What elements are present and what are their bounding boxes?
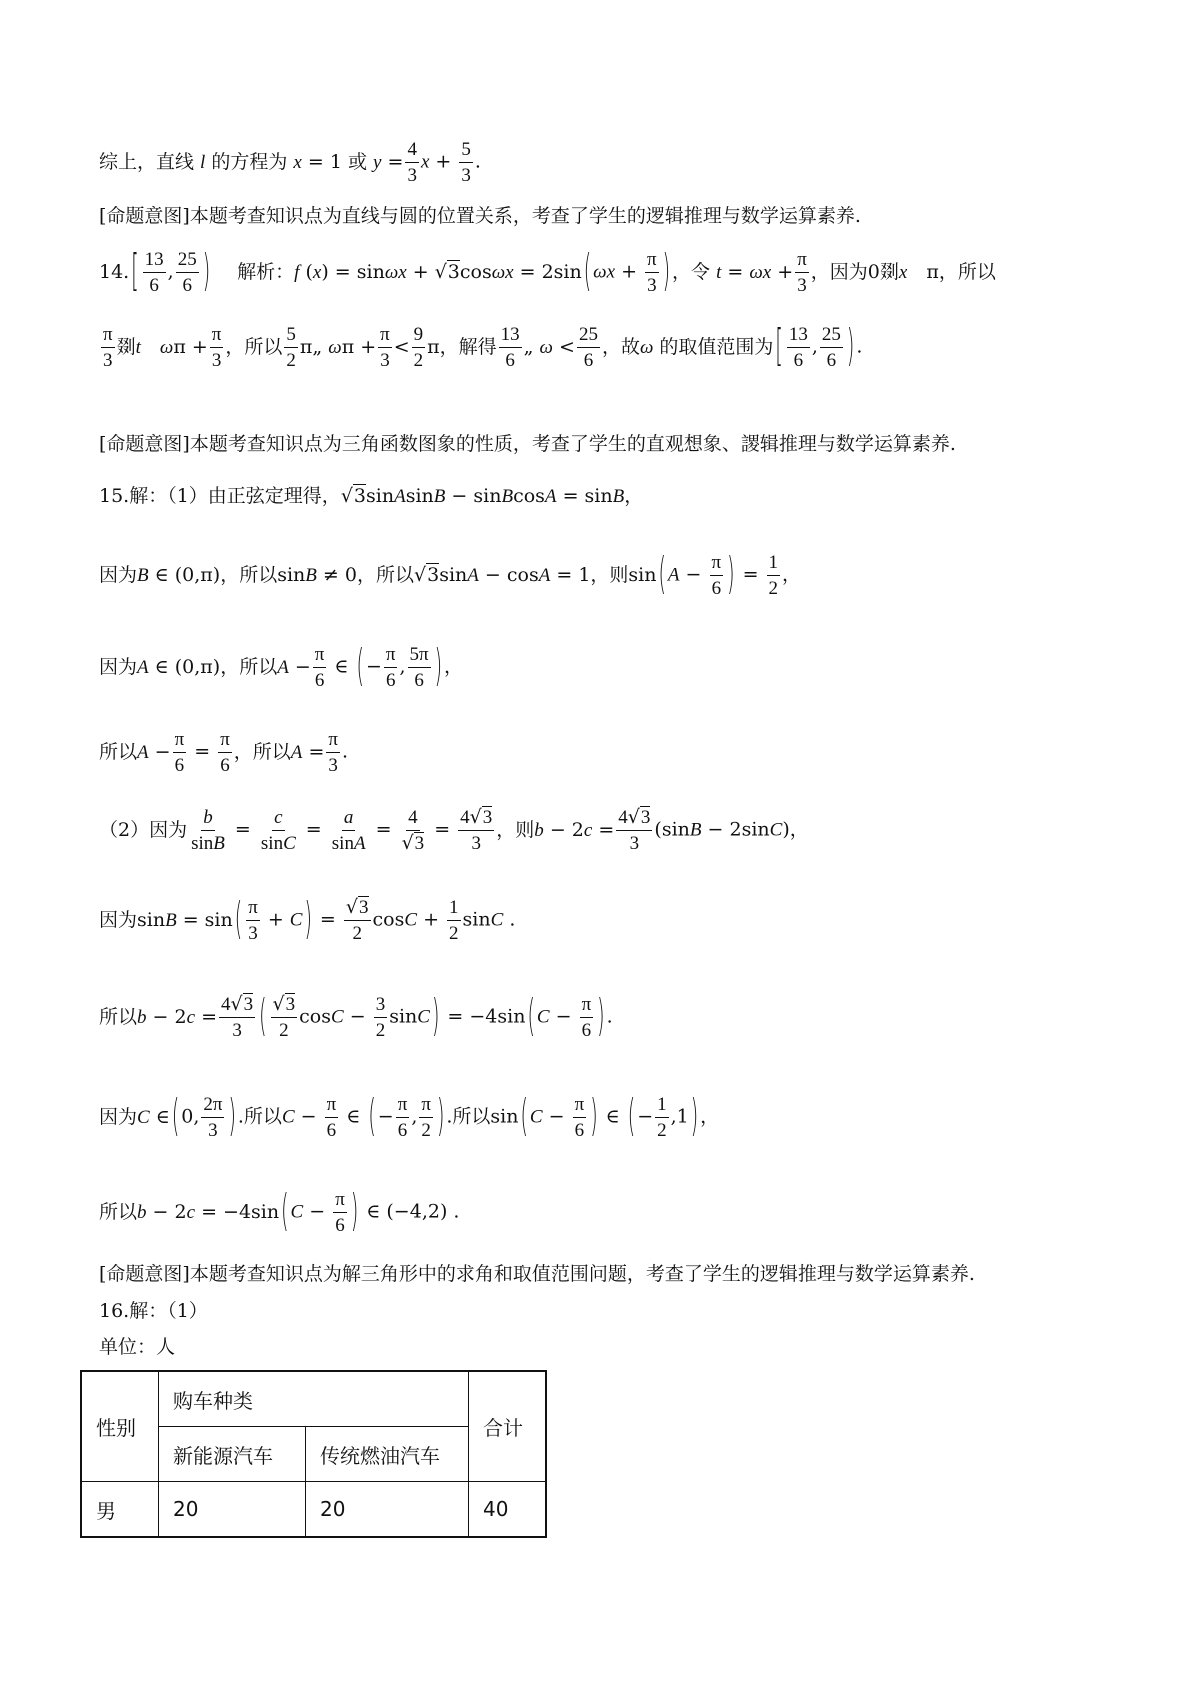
- intent-note-15: [命题意图]本题考查知识点为解三角形中的求角和取值范围问题，考查了学生的逻辑推理与数学运算素养.: [99, 1263, 975, 1285]
- row-total: 40: [469, 1482, 547, 1538]
- table-row: [81, 1482, 546, 1538]
- problem-15-sinB: 因为sinB = sin ( $\frac{\pi}{3}$ + C ) = $\frac{√3}{2}$ cosC + $\frac{1}{2}$ sinC .: [99, 894, 516, 945]
- car-purchase-table: [80, 1370, 547, 1538]
- row-gender: 男: [81, 1482, 159, 1538]
- conclusion-line: 综上，直线 l 的方程为 x = 1 或 y = $\frac{4}{3}$ x + $\frac{5}{3}$ .: [99, 139, 481, 186]
- problem-15-part2: （2）因为 $\frac{b}{\sin B}$ = $\frac{c}{\sin C}$ = $\frac{a}{\sin A}$ = $\frac{4}{√3}$ = $\frac{4√3}{3}$ ，则b − 2c = $\frac{4√3}{3}$ (sinB − 2sinC)，: [99, 806, 809, 854]
- problem-14-continuation: $\frac{\pi}{3}$ 剟t ωπ + $\frac{\pi}{3}$ ，所以 $\frac{5}{2}$ π„ ωπ + $\frac{\pi}{3}$ < $\frac{9}{2}$ π，解得 $\frac{13}{6}$ „ ω < $\frac{25}{6}$ ，故ω 的取值范围为 [ $\frac{13}{6}$ , $\frac{25}{6}$ ) .: [103, 321, 863, 372]
- problem-15-range: 因为C ∈( 0, $\frac{2\pi}{3}$ ) .所以C − $\frac{\pi}{6}$ ∈ ( − $\frac{\pi}{6}$ , $\frac{\pi}{2}$ ) .所以sin ( C − $\frac{\pi}{6}$ ) ∈ ( − $\frac{1}{2}$ ,1 ) ，: [99, 1091, 720, 1142]
- intent-note-14: [命题意图]本题考查知识点为三角函数图象的性质，考查了学生的直观想象、謖辑推理与数学运算素养.: [99, 433, 956, 455]
- problem-14-line: 14. [ $\frac{13}{6}$ , $\frac{25}{6}$ ) 解析：f (x) = sinωx + √3cosωx = 2sin ( ωx + $\frac{\pi}{3}$ ) ，令 t = ωx + $\frac{\pi}{3}$ ，因为0剟x π，所以: [99, 246, 996, 297]
- header-total: 合计: [469, 1371, 547, 1482]
- problem-15-step3: 因为A ∈ (0,π)，所以A − $\frac{\pi}{6}$ ∈ ( − $\frac{\pi}{6}$ , $\frac{5\pi}{6}$ ) ，: [99, 641, 464, 692]
- row-fuel: 20: [306, 1482, 469, 1538]
- problem-15-step4: 所以A − $\frac{\pi}{6}$ = $\frac{\pi}{6}$ ，所以A = $\frac{\pi}{3}$ .: [99, 729, 349, 776]
- intent-note-13: [命题意图]本题考查知识点为直线与圆的位置关系，考查了学生的逻辑推理与数学运算素养.: [99, 205, 861, 227]
- unit-label: 单位：人: [99, 1336, 176, 1358]
- problem-15-part1: 15.解：（1）由正弦定理得，√3sinAsinB − sinBcosA = sinB，: [99, 485, 644, 507]
- problem-16-heading: 16.解：（1）: [99, 1300, 208, 1322]
- subheader-new-energy: 新能源汽车: [159, 1427, 306, 1482]
- header-gender: 性别: [81, 1371, 159, 1482]
- problem-15-b2c: 所以b − 2c = $\frac{4√3}{3}$ ( $\frac{√3}{2}$ cosC − $\frac{3}{2}$ sinC ) = −4sin ( C − $\frac{\pi}{6}$ ) .: [99, 991, 613, 1042]
- problem-15-step2: 因为B ∈ (0,π)，所以sinB ≠ 0，所以√3sinA − cosA = 1，则sin ( A − $\frac{\pi}{6}$ ) = $\frac{1}{2}$ ，: [99, 549, 802, 600]
- row-new-energy: 20: [159, 1482, 306, 1538]
- header-type: 购车种类: [159, 1371, 469, 1427]
- problem-15-final: 所以b − 2c = −4sin ( C − $\frac{\pi}{6}$ ) ∈ (−4,2) .: [99, 1186, 460, 1237]
- subheader-fuel: 传统燃油汽车: [306, 1427, 469, 1482]
